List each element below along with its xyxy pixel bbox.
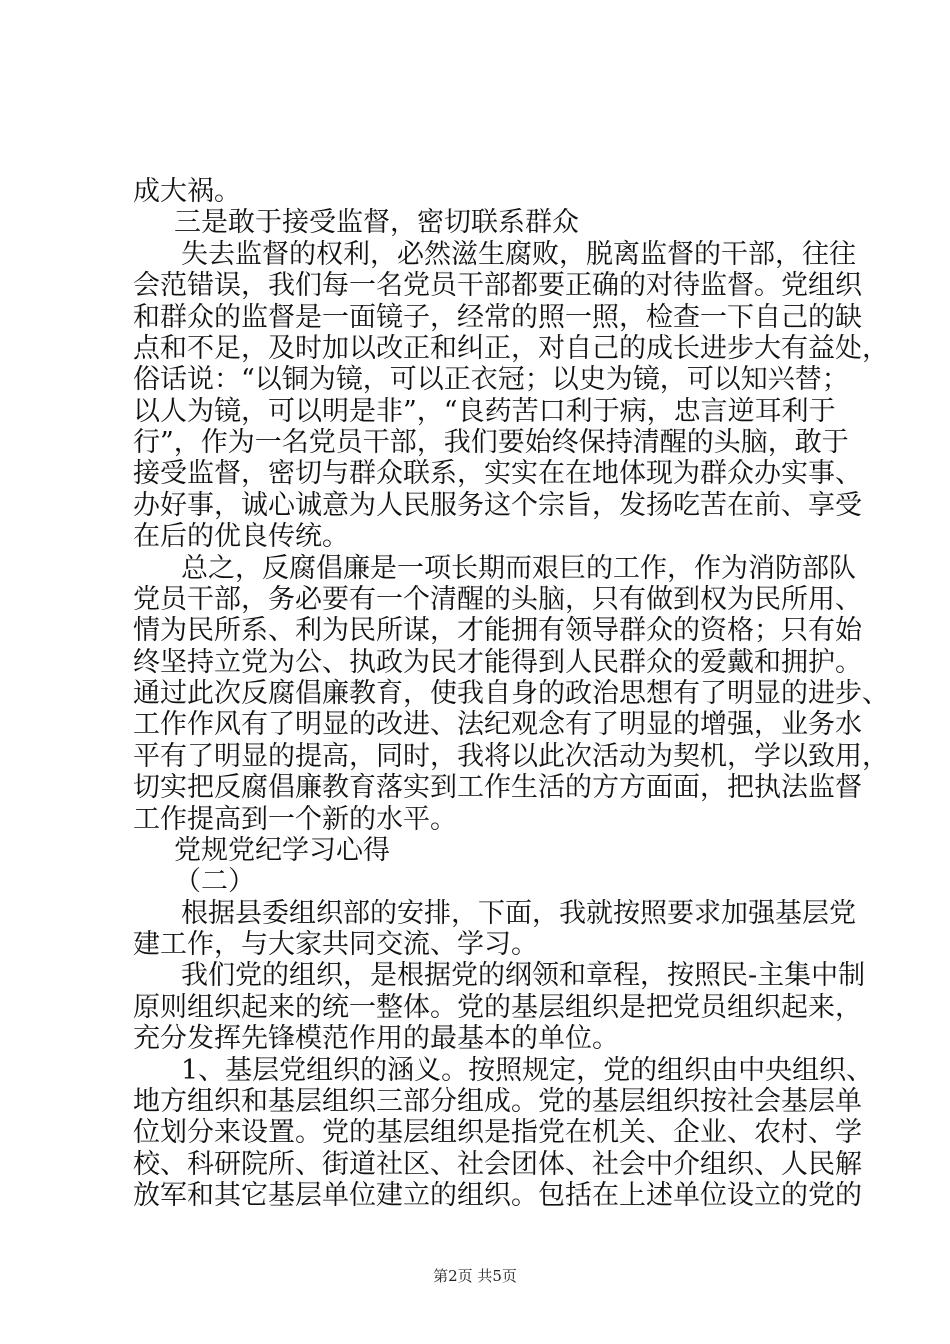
paragraph-start-line: 总之，反腐倡廉是一项长期而艰巨的工作，作为消防部队 — [181, 552, 856, 584]
text-line: 校、科研院所、街道社区、社会团体、社会中介组织、人民解 — [133, 1148, 862, 1180]
text-line: 会范错误，我们每一名党员干部都要正确的对待监督。党组织 — [133, 270, 862, 302]
text-line: 放军和其它基层单位建立的组织。包括在上述单位设立的党的 — [133, 1180, 862, 1211]
text-line: 接受监督，密切与群众联系，实实在在地体现为群众办实事、 — [133, 458, 862, 490]
text-line: 原则组织起来的统一整体。党的基层组织是把党员组织起来， — [133, 991, 862, 1023]
text-line: 地方组织和基层组织三部分组成。党的基层组织按社会基层单 — [133, 1085, 862, 1117]
text-line: 成大祸。 — [133, 176, 241, 207]
text-line: 和群众的监督是一面镜子，经常的照一照，检查一下自己的缺 — [133, 301, 862, 333]
text-line: 建工作，与大家共同交流、学习。 — [133, 929, 538, 960]
text-line: 在后的优良传统。 — [133, 521, 349, 553]
text-line: 行”，作为一名党员干部，我们要始终保持清醒的头脑，敢于 — [133, 427, 849, 458]
text-line: 平有了明显的提高，同时，我将以此次活动为契机，学以致用， — [133, 740, 889, 772]
text-line: 以人为镜，可以明是非”，“良药苦口利于病，忠言逆耳利于 — [133, 395, 836, 427]
text-line: 工作提高到一个新的水平。 — [133, 803, 457, 835]
text-line: 位划分来设置。党的基层组织是指党在机关、企业、农村、学 — [133, 1117, 862, 1149]
paragraph-start-line: 1、基层党组织的涵义。按照规定，党的组织由中央组织、 — [181, 1054, 874, 1086]
text-line: 切实把反腐倡廉教育落实到工作生活的方方面面，把执法监督 — [133, 772, 862, 804]
text-line: 办好事，诚心诚意为人民服务这个宗旨，发扬吃苦在前、享受 — [133, 489, 862, 521]
text-line: 工作作风有了明显的改进、法纪观念有了明显的增强，业务水 — [133, 709, 862, 741]
paragraph-start-line: 根据县委组织部的安排，下面，我就按照要求加强基层党 — [181, 897, 856, 929]
text-line: 情为民所系、利为民所谋，才能拥有领导群众的资格；只有始 — [133, 615, 862, 647]
section-heading: 三是敢于接受监督，密切联系群众 — [174, 207, 579, 239]
text-line: 终坚持立党为公、执政为民才能得到人民群众的爱戴和拥护。 — [133, 646, 862, 678]
text-line: 通过此次反腐倡廉教育，使我自身的政治思想有了明显的进步、 — [133, 678, 889, 709]
document-title: 党规党纪学习心得 — [174, 834, 390, 866]
paragraph-start-line: 失去监督的权利，必然滋生腐败，脱离监督的干部，往往 — [181, 238, 856, 270]
text-line: 点和不足，及时加以改正和纠正，对自己的成长进步大有益处， — [133, 332, 889, 364]
document-subtitle: （二） — [174, 866, 255, 898]
text-line: 充分发挥先锋模范作用的最基本的单位。 — [133, 1023, 619, 1055]
page-footer: 第2页 共5页 — [433, 1267, 517, 1285]
paragraph-start-line: 我们党的组织，是根据党的纲领和章程，按照民-主集中制 — [181, 960, 866, 992]
text-line: 俗话说：“以铜为镜，可以正衣冠；以史为镜，可以知兴替； — [133, 364, 849, 396]
text-line: 党员干部，务必要有一个清醒的头脑，只有做到权为民所用、 — [133, 583, 862, 615]
